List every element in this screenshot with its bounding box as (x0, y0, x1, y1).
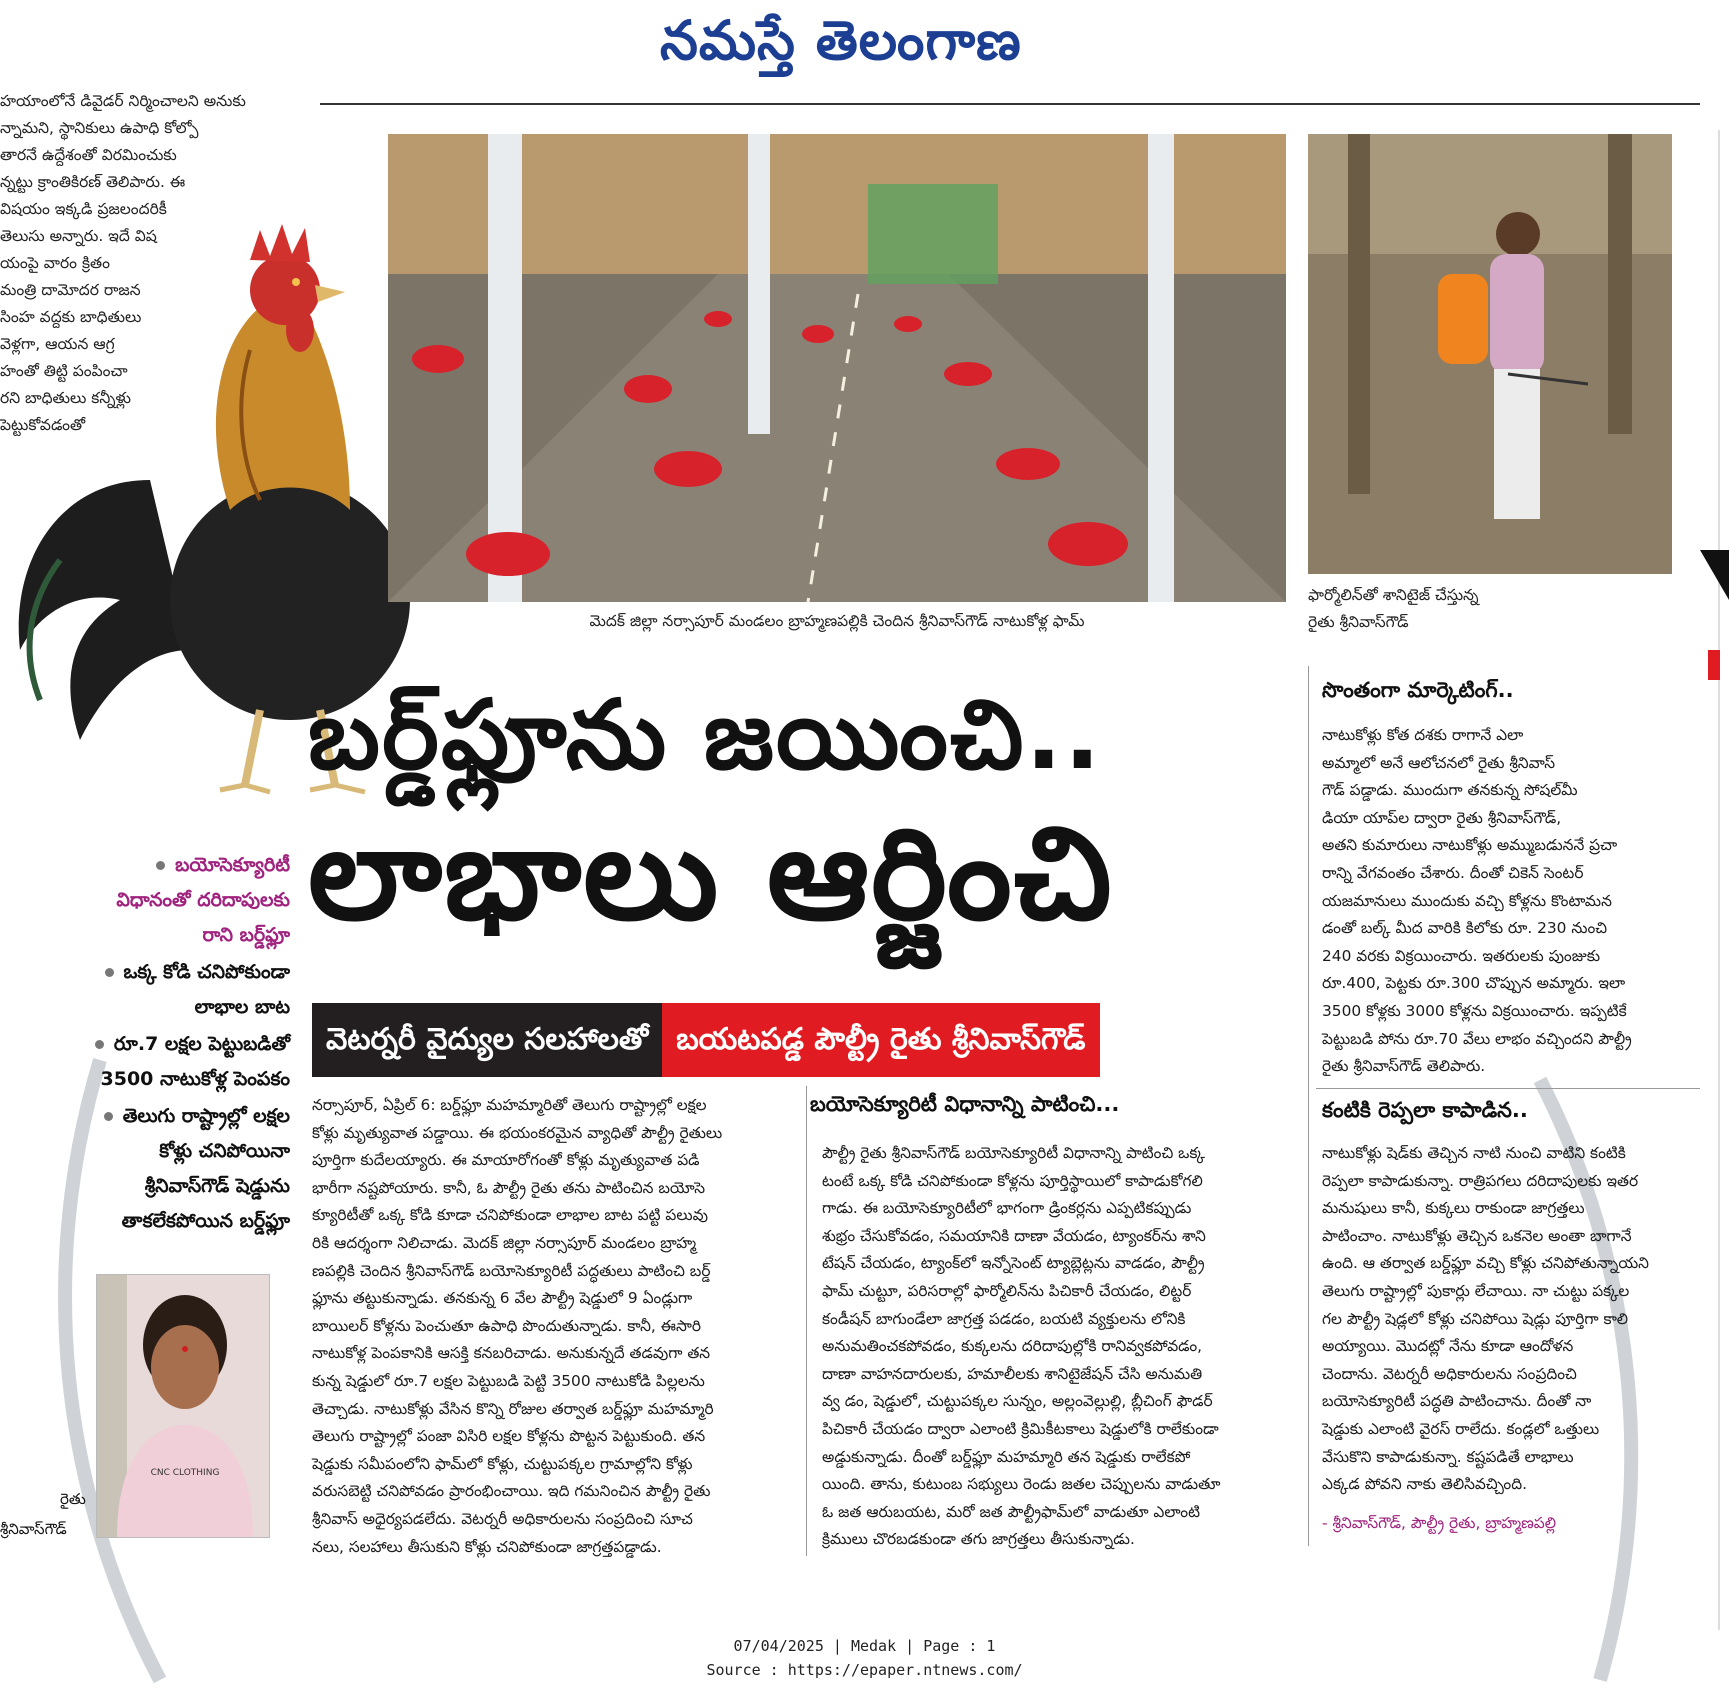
highlight-line (30, 918, 290, 953)
article-line: నర్సాపూర్, ఏప్రిల్ 6: బర్డ్‌ఫ్లూ మహమ్మారితో తెలుగు రాష్ట్రాల్లో లక్షల (312, 1096, 707, 1114)
masthead (0, 0, 1729, 95)
highlight-text: విధానంతో దరిదాపులకు (116, 889, 290, 911)
article-line: నలు, సలహాలు తీసుకుని కోళ్లు చనిపోకుండా జాగ్రత్తపడ్డాడు. (312, 1537, 662, 1556)
article-line: తెలుగు రాష్ట్రాల్లో పంజా విసిరి లక్షల కోళ్లను పొట్టన పెట్టుకుంది. తన (312, 1427, 706, 1446)
article-line: కండీషన్ బాగుండేలా జాగ్రత్త పడడం, బయటి వ్యక్తులను లోనికి (822, 1309, 1186, 1328)
article-line: పాటించాం. నాటుకోళ్లు తెచ్చిన ఒకనెల అంతా బాగానే (1322, 1226, 1632, 1245)
left-column-line: పెట్టుకోవడంతో (0, 416, 86, 434)
main-photo-caption: మెదక్ జిల్లా నర్సాపూర్ మండలం బ్రాహ్మణపల్లికి చెందిన శ్రీనివాస్‌గౌడ్ నాటుకోళ్ల ఫామ్ (589, 612, 1085, 630)
highlight-text: రూ.7 లక్షల పెట్టుబడితో (113, 1033, 290, 1055)
highlight-line (30, 955, 290, 990)
article-line: ణపల్లికి చెందిన శ్రీనివాస్‌గౌడ్ బయోసెక్యూరిటీ పద్ధతులు పాటించి బర్డ్ (312, 1261, 711, 1280)
article-line: తెచ్చాడు. నాటుకోళ్లు వేసిన కొన్ని రోజుల తర్వాత బర్డ్‌ఫ్లూ మహమ్మారి (312, 1399, 714, 1418)
article-line: వ్వ డం, షెడ్డులో, చుట్టుపక్కల సున్నం, అల్లంవెల్లుల్లి, బ్లీచింగ్ ఫౌడర్ (822, 1392, 1213, 1411)
article-line: కున్న షెడ్డులో రూ.7 లక్షల పెట్టుబడి పెట్టి 3500 నాటుకోడి పిల్లలను (312, 1371, 705, 1390)
article-column-2 (822, 1140, 1300, 1554)
right-photo-caption (1308, 582, 1568, 636)
article-line: అతని కుమారులు నాటుకోళ్లు అమ్ముబడుననే ప్రచా (1322, 836, 1618, 855)
article-line: రైతు శ్రీనివాస్‌గౌడ్ తెలిపారు. (1322, 1057, 1486, 1076)
article-line: యింది. తాను, కుటుంబ సభ్యులు రెండు జతల చెప్పులను వాడుతూ (822, 1475, 1221, 1494)
highlight-line (30, 990, 290, 1025)
highlight-line (30, 1204, 290, 1239)
article-line: బయోసెక్యూరిటీ పద్ధతి పాటించాను. దీంతో నా (1322, 1392, 1592, 1411)
article-line: దాణా వాహనదారులకు, హమాలీలకు శానిటైజేషన్ చేసి అనుమతి (822, 1364, 1203, 1383)
article-line: క్రిములు చొరబడకుండా తగు జాగ్రత్తలు తీసుకున్నాడు. (822, 1530, 1135, 1549)
left-column-line: యంపై వారం క్రితం (0, 254, 110, 272)
article-line: రాన్ని వేగవంతం చేశారు. దీంతో చికెన్ సెంటర్ (1322, 863, 1584, 882)
article-line: నాటుకోళ్ల పెంపకానికి ఆసక్తి కనబరిచాడు. అనుకున్నదే తడవుగా తన (312, 1344, 711, 1363)
left-column-line: సింహ వద్దకు బాధితులు (0, 308, 142, 326)
article-line: డియా యాప్‌ల ద్వారా రైతు శ్రీనివాస్‌గౌడ్, (1322, 808, 1562, 827)
article-line: శ్రీనివాస్ అధైర్యపడలేదు. వెటర్నరీ అధికారులను సంప్రదించి సూచ (312, 1509, 693, 1528)
article-line: నాటుకోళ్లు కోత దశకు రాగానే ఎలా (1322, 726, 1524, 744)
portrait-shirt-text: CNC CLOTHING (150, 1468, 220, 1478)
article-line: భారీగా నష్టపోయారు. కానీ, ఓ పౌల్ట్రీ రైతు తను పాటించిన బయోసె (312, 1178, 706, 1197)
left-column-line: హంతో తిట్టి పంపించా (0, 362, 128, 380)
bullet-icon (105, 968, 114, 977)
column-divider-1 (806, 1086, 807, 1556)
article-line: క్యూరిటీతో ఒక్క కోడి కూడా చనిపోకుండా లాభాల బాట పట్టి పలువు (312, 1206, 708, 1225)
headline-line-1: బర్డ్‌ఫ్లూను జయించి.. (308, 679, 1103, 791)
headline-line-2: లాభాలు ఆర్జించి (308, 800, 1114, 949)
left-column-line: మంత్రి దామోదర రాజన (0, 281, 141, 299)
article-line: ఓ జత ఆరుబయట, మరో జత పౌల్ట్రీఫామ్‌లో వాడుతూ ఎలాంటి (822, 1502, 1200, 1521)
article-line: అయ్యాయి. మొదట్లో నేను కూడా ఆందోళన (1322, 1337, 1574, 1356)
article-line: పెట్టుబడి పోను రూ.70 వేలు లాభం వచ్చిందని పౌల్ట్రీ (1322, 1029, 1632, 1048)
poultry-farm-image (388, 134, 1286, 602)
top-rule (320, 103, 1700, 105)
highlight-item (30, 1027, 290, 1097)
article-line: రూ.400, పెట్టకు రూ.300 చొప్పున అమ్మారు. ఇలా (1322, 974, 1626, 993)
article-line: యజమానులు ముందుకు వచ్చి కోళ్లను కొంటామన (1322, 891, 1612, 910)
highlight-text: రాని బర్డ్‌ఫ్లూ (202, 924, 290, 946)
article-line: పిచికారీ చేయడం ద్వారా ఎలాంటి క్రిమికీటకాలు షెడ్డులోకి రాలేకుండా (822, 1419, 1219, 1438)
bullet-icon (104, 1112, 113, 1121)
article-line: పూర్తిగా కుదేలయ్యారు. ఈ మాయారోగంతో కోళ్లు మృత్యువాత పడి (312, 1151, 700, 1170)
footer-date-edition: 07/04/2025 | Medak | Page : 1 (733, 1637, 996, 1655)
highlight-text: కోళ్లు చనిపోయినా (159, 1140, 290, 1162)
column-3b-heading: కంటికి రెప్పలా కాపాడిన.. (1322, 1098, 1528, 1122)
highlight-line (30, 1134, 290, 1169)
highlight-text: 3500 నాటుకోళ్ల పెంపకం (100, 1068, 290, 1090)
highlight-text: శ్రీనివాస్‌గౌడ్ షెడ్డును (144, 1175, 290, 1197)
subheadline-red: బయటపడ్డ పౌల్ట్రీ రైతు శ్రీనివాస్‌గౌడ్ (662, 1003, 1099, 1077)
highlight-item (30, 1099, 290, 1239)
farmer-portrait-image (97, 1275, 269, 1537)
article-line: ఫ్లూను తట్టుకున్నాడు. తనకున్న 6 వేల పౌల్ట్రీ షెడ్డులో 9 ఏండ్లుగా (312, 1289, 693, 1308)
highlight-line (30, 1027, 290, 1062)
article-line: డంతో బల్క్ మీద వారికి కిలోకు రూ. 230 నుంచి (1322, 919, 1608, 938)
article-line: అమ్మాలో అనే ఆలోచనలో రైతు శ్రీనివాస్ (1322, 753, 1556, 772)
article-line: అడ్డుకున్నాడు. దీంతో బర్డ్‌ఫ్లూ మహమ్మారి తన షెడ్డుకు రాలేకపో (822, 1447, 1191, 1466)
sanitizing-photo (1308, 134, 1672, 574)
left-column-line: రని బాధితులు కన్నీళ్లు (0, 389, 131, 407)
poultry-farm-photo (388, 134, 1286, 602)
left-column-line: విషయం ఇక్కడి ప్రజలందరికీ (0, 200, 167, 218)
article-line: 240 వరకు విక్రయించారు. ఇతరులకు పుంజుకు (1322, 946, 1601, 965)
article-line: టేషన్ చేయడం, ట్యాంక్‌లో ఇన్నోసెంట్ ట్యాబ్లెట్లను వాడడం, పౌల్ట్రీ (822, 1254, 1205, 1273)
bullet-icon (95, 1040, 104, 1049)
article-line: మనుషులు కానీ, కుక్కలు రాకుండా జాగ్రత్తలు (1322, 1199, 1585, 1218)
portrait-caption-1: రైతు (60, 1490, 86, 1508)
highlight-text: ఒక్క కోడి చనిపోకుండా (123, 961, 290, 983)
article-line: తెలుగు రాష్ట్రాల్లో పుకార్లు లేచాయి. నా చుట్టు పక్కల (1322, 1281, 1630, 1300)
section-divider (1316, 1088, 1700, 1089)
left-column-line: న్నామని, స్థానికులు ఉపాధి కోల్పో (0, 119, 199, 137)
article-line: రికి ఆదర్శంగా నిలిచాడు. మెదక్ జిల్లా నర్సాపూర్ మండలం బ్రాహ్మ (312, 1233, 697, 1252)
article-line: అనుమతించకపోవడం, కుక్కలను దరిదాపుల్లోకి రానివ్వకపోవడం, (822, 1337, 1203, 1356)
article-line: శుభ్రం చేసుకోవడం, సమయానికి దాణా వేయడం, ట్యాంకర్‌ను శాని (822, 1226, 1206, 1245)
article-line: నాటుకోళ్లు షెడ్‌కు తెచ్చిన నాటి నుంచి వాటిని కంటికి (1322, 1144, 1626, 1162)
article-line: కోళ్లు మృత్యువాత పడ్డాయి. ఈ భయంకరమైన వ్యాధితో పౌల్ట్రీ రైతులు (312, 1123, 723, 1142)
farmer-portrait (96, 1274, 270, 1538)
column-2-heading: బయోసెక్యూరిటీ విధానాన్ని పాటించి... (810, 1092, 1120, 1116)
highlight-item (30, 848, 290, 953)
highlight-text: లాభాల బాట (194, 996, 290, 1018)
quote-signature: - శ్రీనివాస్‌గౌడ్, పౌల్ట్రీ రైతు, బ్రాహ్మణపల్లి (1322, 1514, 1557, 1532)
right-caption-line-1: ఫార్మోలిన్‌తో శానిటైజ్ చేస్తున్న (1308, 586, 1479, 604)
article-line: టంటే ఒక్క కోడి చనిపోకుండా కోళ్లను పూర్తిస్థాయిలో కాపాడుకోగలి (822, 1171, 1203, 1190)
article-line: గౌడ్ పడ్డాడు. ముందుగా తనకున్న సోషల్‌మీ (1322, 781, 1578, 800)
article-line: 3500 కోళ్లకు 3000 కోళ్లను విక్రయించారు. ఇప్పటికే (1322, 1001, 1627, 1020)
article-line: రెప్పలా కాపాడుకున్నా. రాత్రిపగలు దరిదాపులకు ఇతర (1322, 1171, 1639, 1190)
highlight-line (30, 1062, 290, 1097)
highlight-line (30, 1099, 290, 1134)
highlight-text: తెలుగు రాష్ట్రాల్లో లక్షల (122, 1105, 290, 1127)
footer-source: Source : https://epaper.ntnews.com/ (706, 1661, 1023, 1679)
left-column-line: హయాంలోనే డివైడర్ నిర్మించాలని అనుకు (0, 92, 246, 110)
adjacent-page-edge (1700, 130, 1729, 1630)
article-line: ఫామ్ చుట్టూ, పరిసరాల్లో ఫార్మోలిన్‌ను పిచికారీ చేయడం, లిట్టర్ (822, 1281, 1192, 1300)
left-column-line: న్నట్టు క్రాంతికిరణ్ తెలిపారు. ఈ (0, 173, 186, 191)
highlight-item (30, 955, 290, 1025)
highlight-text: బయోసెక్యూరిటీ (175, 854, 290, 876)
article-column-3b (1322, 1140, 1700, 1499)
left-column-line: తెలుసు అన్నారు. ఇదే విష (0, 227, 157, 245)
column-3a-heading: సొంతంగా మార్కెటింగ్.. (1322, 678, 1514, 702)
article-line: గల పౌల్ట్రీ షెడ్లలో కోళ్లు చనిపోయి షెడ్లు పూర్తిగా కాలి (1322, 1309, 1629, 1328)
article-line: షెడ్డుకు ఎలాంటి వైరస్ రాలేదు. కండ్లలో ఒత్తులు (1322, 1419, 1600, 1438)
subheadline-black: వెటర్నరీ వైద్యుల సలహాలతో (312, 1003, 662, 1077)
highlight-text: తాకలేకపోయిన బర్డ్‌ఫ్లూ (121, 1210, 290, 1232)
page-footer (0, 1634, 1729, 1682)
newspaper-logo: నమస్తే తెలంగాణ (660, 8, 1022, 72)
article-line: గాడు. ఈ బయోసెక్యూరిటీలో భాగంగా డ్రింకర్లను ఎప్పటికప్పుడు (822, 1199, 1192, 1218)
highlights-list (30, 848, 290, 1241)
article-line: ఉంది. ఆ తర్వాత బర్డ్‌ఫ్లూ వచ్చి కోళ్లు చనిపోతున్నాయని (1322, 1254, 1649, 1273)
article-column-1 (312, 1092, 802, 1561)
article-line: పౌల్ట్రీ రైతు శ్రీనివాస్‌గౌడ్ బయోసెక్యూరిటీ విధానాన్ని పాటించి ఒక్క (822, 1144, 1205, 1162)
article-line: వేసుకొని కాపాడుకున్నా. కష్టపడితే లాభాలు (1322, 1447, 1574, 1466)
article-line: ఎక్కడ పోవని నాకు తెలిసివచ్చింది. (1322, 1475, 1527, 1494)
highlight-line (30, 1169, 290, 1204)
left-column-line: తారనే ఉద్దేశంతో విరమించుకు (0, 146, 177, 164)
right-caption-line-2: రైతు శ్రీనివాస్‌గౌడ్ (1308, 613, 1409, 631)
highlight-line (30, 883, 290, 918)
sanitizing-image (1308, 134, 1672, 574)
article-column-3a (1322, 722, 1700, 1081)
article-line: వరుసబెట్టి చనిపోవడం ప్రారంభించాయి. ఇది గమనించిన పౌల్ట్రీ రైతు (312, 1482, 711, 1501)
article-line: షెడ్డుకు సమీపంలోని ఫామ్‌లో కోళ్లు, చుట్టుపక్కల గ్రామాల్లోని కోళ్లు (312, 1454, 693, 1473)
portrait-caption-2: శ్రీనివాస్‌గౌడ్ (0, 1520, 67, 1538)
article-line: చెందాను. వెటర్నరీ అధికారులను సంప్రదించి (1322, 1364, 1577, 1383)
subheadline-bar (312, 1003, 1100, 1077)
article-line: బాయిలర్ కోళ్లను పెంచుతూ ఉపాధి పొందుతున్నాడు. కానీ, ఈసారి (312, 1316, 701, 1335)
left-column-line: వెళ్లగా, ఆయన ఆగ్ర (0, 335, 115, 353)
bullet-icon (156, 861, 165, 870)
highlight-line (30, 848, 290, 883)
